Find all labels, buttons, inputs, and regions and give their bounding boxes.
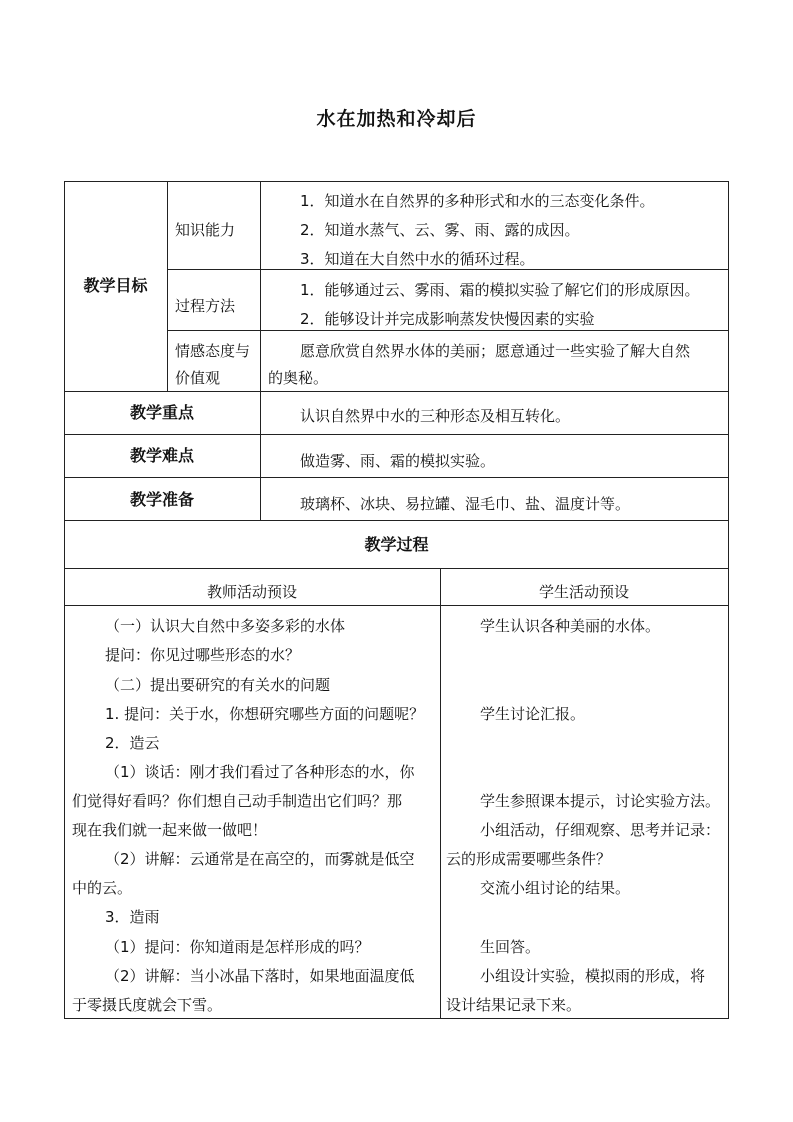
- knowledge-label: 知识能力: [175, 221, 236, 239]
- teacher-column-header: 教师活动预设: [206, 583, 297, 601]
- student-line: 云的形成需要哪些条件？: [446, 850, 612, 868]
- preparation-label: 教学准备: [129, 490, 194, 509]
- key-points-label: 教学重点: [129, 403, 194, 422]
- key-points-text: 认识自然界中水的三种形态及相互转化。: [300, 407, 571, 425]
- objectives-header: 教学目标: [83, 276, 148, 295]
- emotion-label: 价值观: [175, 369, 221, 387]
- teacher-line: 1. 提问：关于水，你想研究哪些方面的问题呢？: [105, 705, 425, 723]
- student-line: 小组活动，仔细观察、思考并记录：: [480, 821, 721, 839]
- teacher-line: （2）讲解：当小冰晶下落时，如果地面温度低: [105, 967, 415, 985]
- teacher-line: 于零摄氏度就会下雪。: [72, 996, 223, 1014]
- student-line: 小组设计实验，模拟雨的形成，将: [480, 967, 706, 985]
- teacher-line: 现在我们就一起来做一做吧！: [72, 821, 268, 839]
- teacher-line: 3．造雨: [105, 908, 160, 926]
- teacher-line: （二）提出要研究的有关水的问题: [105, 676, 331, 694]
- student-line: 生回答。: [480, 938, 541, 956]
- student-line: 交流小组讨论的结果。: [480, 879, 631, 897]
- knowledge-item: 3．知道在大自然中水的循环过程。: [300, 250, 535, 268]
- student-line: 设计结果记录下来。: [446, 996, 582, 1014]
- teacher-line: 2．造云: [105, 734, 160, 752]
- process-label: 过程方法: [175, 297, 236, 315]
- process-item: 1．能够通过云、雾雨、霜的模拟实验了解它们的形成原因。: [300, 281, 700, 299]
- teacher-line: 提问：你见过哪些形态的水？: [105, 646, 301, 664]
- student-line: 学生讨论汇报。: [480, 705, 586, 723]
- knowledge-item: 1．知道水在自然界的多种形式和水的三态变化条件。: [300, 192, 655, 210]
- process-item: 2．能够设计并完成影响蒸发快慢因素的实验: [300, 310, 595, 328]
- difficulties-text: 做造雾、雨、霜的模拟实验。: [300, 452, 496, 470]
- emotion-text: 的奥秘。: [268, 369, 329, 387]
- preparation-text: 玻璃杯、冰块、易拉罐、湿毛巾、盐、温度计等。: [300, 495, 631, 513]
- teacher-line: 们觉得好看吗？你们想自己动手制造出它们吗？那: [72, 792, 403, 810]
- difficulties-label: 教学难点: [129, 446, 194, 465]
- teacher-line: （一）认识大自然中多姿多彩的水体: [105, 617, 346, 635]
- teacher-line: 中的云。: [72, 879, 133, 897]
- knowledge-item: 2．知道水蒸气、云、雾、雨、露的成因。: [300, 221, 580, 239]
- process-section-header: 教学过程: [364, 535, 429, 554]
- student-line: 学生认识各种美丽的水体。: [480, 617, 661, 635]
- student-column-header: 学生活动预设: [538, 583, 629, 601]
- teacher-line: （2）讲解：云通常是在高空的，而雾就是低空: [105, 850, 415, 868]
- emotion-label: 情感态度与: [175, 342, 251, 360]
- page-title: 水在加热和冷却后: [316, 108, 477, 130]
- teacher-line: （1）谈话：刚才我们看过了各种形态的水，你: [105, 763, 415, 781]
- emotion-text: 愿意欣赏自然界水体的美丽；愿意通过一些实验了解大自然: [300, 342, 691, 360]
- teacher-line: （1）提问：你知道雨是怎样形成的吗？: [105, 938, 370, 956]
- student-line: 学生参照课本提示，讨论实验方法。: [480, 792, 721, 810]
